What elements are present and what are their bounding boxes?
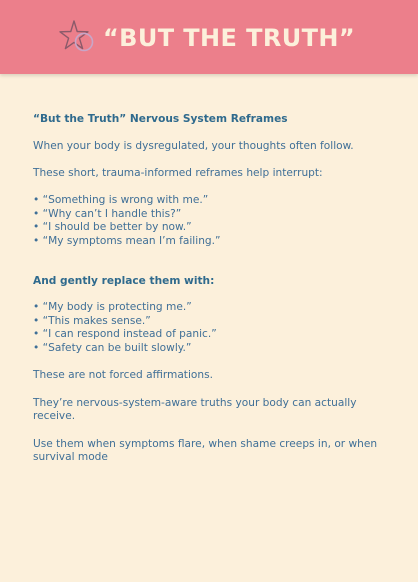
list-item: • “Something is wrong with me.” bbox=[33, 194, 209, 206]
header-banner bbox=[0, 0, 418, 74]
closing-paragraph: These are not forced affirmations. bbox=[33, 369, 213, 381]
list-item: • “My symptoms mean I’m failing.” bbox=[33, 234, 221, 247]
list-item: • “Why can’t I handle this?” bbox=[33, 207, 182, 220]
list-item: • “Safety can be built slowly.” bbox=[33, 341, 192, 354]
list-item: • “I should be better by now.” bbox=[33, 221, 192, 233]
page-title: “BUT THE TRUTH” bbox=[103, 24, 356, 52]
replace-heading: And gently replace them with: bbox=[33, 275, 215, 287]
list-item: • “I can respond instead of panic.” bbox=[33, 328, 217, 340]
negative-thoughts-list bbox=[33, 194, 393, 248]
section-heading: “But the Truth” Nervous System Reframes bbox=[33, 113, 288, 125]
truths-list bbox=[33, 301, 393, 355]
intro-paragraph: When your body is dysregulated, your thoughts often follow. bbox=[33, 140, 354, 152]
list-item: • “My body is protecting me.” bbox=[33, 301, 192, 313]
intro-paragraph-2: These short, trauma-informed reframes help interrupt: bbox=[33, 166, 323, 179]
list-item: • “This makes sense.” bbox=[33, 314, 151, 327]
closing-paragraph-2: They’re nervous-system-aware truths your body can actually receive. bbox=[33, 396, 357, 422]
closing-paragraph-3: Use them when symptoms flare, when shame creeps in, or when survival mode bbox=[33, 437, 378, 463]
content-body bbox=[33, 112, 393, 465]
star-circle-icon bbox=[58, 18, 98, 58]
